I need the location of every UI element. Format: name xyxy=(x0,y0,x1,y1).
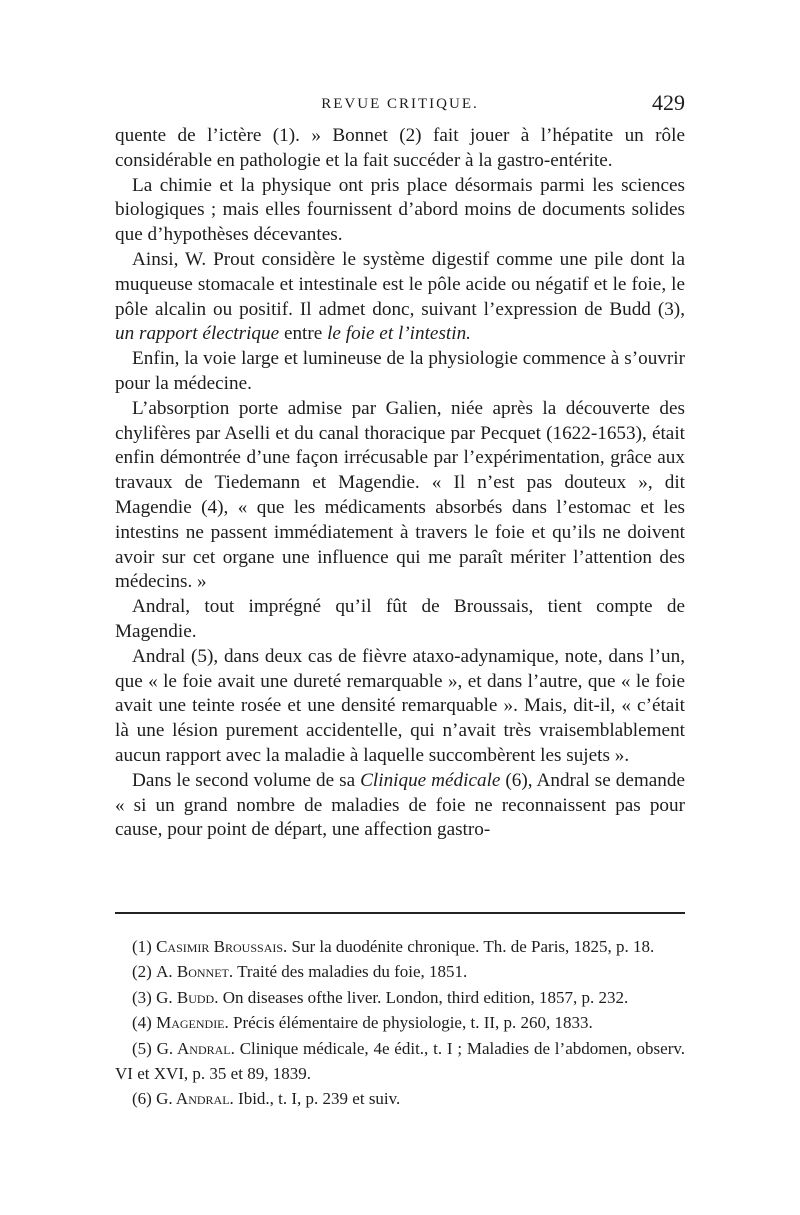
text-run: entre xyxy=(279,323,328,345)
footnote-text: On diseases ofthe liver. London, third edition, 1857, p. 232. xyxy=(222,987,629,1007)
footnote xyxy=(115,1086,685,1111)
footnote-text: Clinique médicale, 4e édit., t. I ; Maladies de l’abdomen, observ. VI et XVI, p. 35 et 89, 1839. xyxy=(115,1038,686,1084)
text-run: Andral, tout imprégné qu’il fût de Broussais, tient compte de Magendie. xyxy=(115,596,685,642)
paragraph xyxy=(115,174,685,248)
italic-text: le foie et l’intestin. xyxy=(327,323,471,345)
footnote xyxy=(115,1036,685,1087)
paragraph xyxy=(115,397,685,595)
italic-text: un rapport électrique xyxy=(115,323,280,345)
footnote-author: A. Bonnet. xyxy=(156,962,234,982)
text-run: (6), Andral se demande « si un grand nombre de maladies de foie ne reconnaissent pas pour cause, pour point de départ, une affection gastro- xyxy=(115,769,685,841)
paragraph xyxy=(115,248,685,347)
footnote-number: (6) xyxy=(132,1089,152,1109)
text-run: Ainsi, W. Prout considère le système digestif comme une pile dont la muqueuse stomacale et intestinale est le pôle acide ou négatif et le foie, le pôle alcalin ou positif. Il admet donc, suivant l’expression de Budd (3), xyxy=(115,248,685,320)
text-run: Enfin, la voie large et lumineuse de la physiologie commence à s’ouvrir pour la médecine. xyxy=(115,348,685,394)
paragraph xyxy=(115,124,685,174)
footnote-number: (4) xyxy=(132,1013,152,1033)
footnote-divider xyxy=(115,912,685,914)
text-run: L’absorption porte admise par Galien, niée après la découverte des chylifères par Aselli et du canal thoracique par Pecquet (1622-1653), était enfin démontrée d’une façon irrécusable par l’expérimentation, grâce aux travaux de Tiedemann et Magendie. « Il n’est pas douteux », dit Magendie (4), « que les médicaments absorbés dans l’estomac et les intestins ne passent immédiatement à travers le foie et qu’ils ne doivent avoir sur cet organe une influence qui me paraît mériter l’attention des médecins. » xyxy=(115,397,685,593)
paragraph xyxy=(115,595,685,645)
footnote-author: Magendie. xyxy=(156,1013,229,1033)
footnote-number: (3) xyxy=(132,987,152,1007)
running-title: REVUE CRITIQUE. xyxy=(321,96,479,112)
footnote xyxy=(115,1010,685,1035)
footnote-text: Ibid., t. I, p. 239 et suiv. xyxy=(238,1089,401,1109)
footnote-number: (2) xyxy=(132,962,152,982)
page-header xyxy=(115,90,685,120)
footnote-text: Traité des maladies du foie, 1851. xyxy=(237,962,468,982)
footnote-author: G. Budd. xyxy=(156,987,219,1007)
paragraph xyxy=(115,645,685,769)
text-run: Andral (5), dans deux cas de fièvre ataxo-adynamique, note, dans l’un, que « le foie avait une dureté remarquable », et dans l’autre, que « le foie avait une teinte rosée et une densité remarquable ». Mais, dit-il, « c’était là une lésion purement accidentelle, qui n’avait très vraisemblablement aucun rapport avec la maladie à laquelle succombèrent les sujets ». xyxy=(115,645,685,766)
footnote-text: Précis élémentaire de physiologie, t. II, p. 260, 1833. xyxy=(233,1013,593,1033)
body-text xyxy=(115,124,685,843)
footnote-author: G. Andral. xyxy=(156,1089,234,1109)
footnote-author: Casimir Broussais. xyxy=(156,937,288,956)
paragraph xyxy=(115,769,685,843)
text-run: Dans le second volume de sa xyxy=(132,769,361,791)
text-run: La chimie et la physique ont pris place désormais parmi les sciences biologiques ; mais elles fournissent d’abord moins de documents solides que d’hypothèses décevantes. xyxy=(115,174,685,246)
footnote-author: G. Andral. xyxy=(156,1038,235,1058)
page-number: 429 xyxy=(652,90,685,115)
footnote-number: (1) xyxy=(132,937,152,956)
footnote-number: (5) xyxy=(132,1038,152,1058)
text-run: quente de l’ictère (1). » Bonnet (2) fait jouer à l’hépatite un rôle considérable en pathologie et la fait succéder à la gastro-entérite. xyxy=(115,125,685,171)
footnote xyxy=(115,985,685,1010)
footnotes xyxy=(115,934,685,1112)
footnote xyxy=(115,934,685,959)
footnote xyxy=(115,959,685,984)
paragraph xyxy=(115,347,685,397)
footnote-text: Sur la duodénite chronique. Th. de Paris, 1825, p. 18. xyxy=(291,937,655,956)
italic-text: Clinique médicale xyxy=(360,769,501,791)
